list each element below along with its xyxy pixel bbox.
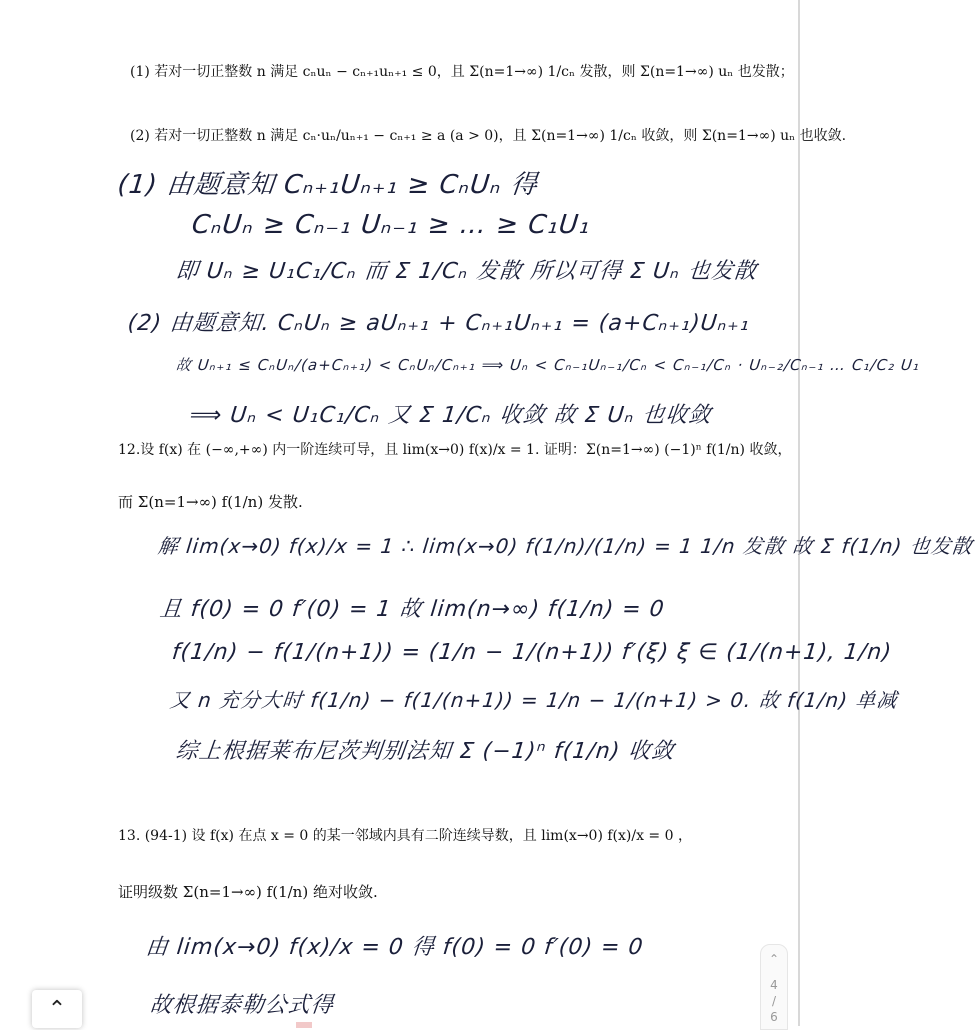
handwritten-line: (2) 由题意知. CₙUₙ ≥ aUₙ₊₁ + Cₙ₊₁Uₙ₊₁ = (a+Cₙ₊₁)Uₙ₊₁	[126, 311, 752, 336]
problem-13-continued: 证明级数 Σ(n=1→∞) f(1/n) 绝对收敛.	[118, 883, 378, 901]
problem-13-text: 13. (94-1) 设 f(x) 在点 x = 0 的某一邻域内具有二阶连续导数，且 lim(x→0) f(x)/x = 0 ，	[118, 828, 692, 844]
handwritten-line: 即 Uₙ ≥ U₁C₁/Cₙ 而 Σ 1/Cₙ 发散 所以可得 Σ Uₙ 也发散	[174, 259, 759, 284]
current-page: 4	[770, 978, 778, 992]
handwritten-line: ⟹ Uₙ < U₁C₁/Cₙ 又 Σ 1/Cₙ 收敛 故 Σ Uₙ 也收敛	[188, 403, 713, 428]
problem-12-continued: 而 Σ(n=1→∞) f(1/n) 发散.	[118, 493, 303, 511]
handwritten-line: 且 f(0) = 0 f′(0) = 1 故 lim(n→∞) f(1/n) = 0	[158, 597, 666, 622]
handwritten-line: f(1/n) − f(1/(n+1)) = (1/n − 1/(n+1)) f′(ξ) ξ ∈ (1/(n+1), 1/n)	[170, 640, 894, 665]
problem-12-text: 12.设 f(x) 在 (−∞,+∞) 内一阶连续可导，且 lim(x→0) f(x)/x = 1. 证明：Σ(n=1→∞) (−1)ⁿ f(1/n) 收敛，	[118, 442, 792, 458]
handwritten-line: 又 n 充分大时 f(1/n) − f(1/(n+1)) = 1/n − 1/(n+1) > 0. 故 f(1/n) 单减	[168, 688, 899, 712]
total-pages: 6	[770, 1010, 778, 1024]
handwritten-line: (1) 由题意知 Cₙ₊₁Uₙ₊₁ ≥ CₙUₙ 得	[116, 170, 540, 200]
handwritten-line: 解 lim(x→0) f(x)/x = 1 ∴ lim(x→0) f(1/n)/(1/n) = 1 1/n 发散 故 Σ f(1/n) 也发散	[156, 534, 975, 558]
chevron-up-icon[interactable]: ⌃	[768, 952, 780, 966]
highlight-mark	[296, 1022, 312, 1028]
handwritten-line: 由 lim(x→0) f(x)/x = 0 得 f(0) = 0 f′(0) = 0	[144, 935, 645, 960]
problem-1-text: (1) 若对一切正整数 n 满足 cₙuₙ − cₙ₊₁uₙ₊₁ ≤ 0，且 Σ(n=1→∞) 1/cₙ 发散，则 Σ(n=1→∞) uₙ 也发散；	[130, 64, 794, 80]
chevron-up-icon: ⌃	[47, 996, 67, 1022]
handwritten-line: 故根据泰勒公式得	[148, 993, 336, 1018]
problem-2-text: (2) 若对一切正整数 n 满足 cₙ·uₙ/uₙ₊₁ − cₙ₊₁ ≥ a (a > 0)，且 Σ(n=1→∞) 1/cₙ 收敛，则 Σ(n=1→∞) uₙ 也收敛.	[130, 128, 847, 144]
page-separator: /	[771, 994, 777, 1008]
handwritten-line: 故 Uₙ₊₁ ≤ CₙUₙ/(a+Cₙ₊₁) < CₙUₙ/Cₙ₊₁ ⟹ Uₙ < Cₙ₋₁Uₙ₋₁/Cₙ < Cₙ₋₁/Cₙ · Uₙ₋₂/Cₙ₋₁ … C₁/C₂ U₁	[175, 356, 921, 374]
handwritten-line: 综上根据莱布尼茨判别法知 Σ (−1)ⁿ f(1/n) 收敛	[174, 739, 676, 764]
scroll-to-top-button[interactable]	[32, 990, 82, 1028]
page-indicator[interactable]	[760, 944, 788, 1030]
handwritten-line: CₙUₙ ≥ Cₙ₋₁ Uₙ₋₁ ≥ … ≥ C₁U₁	[190, 210, 592, 240]
